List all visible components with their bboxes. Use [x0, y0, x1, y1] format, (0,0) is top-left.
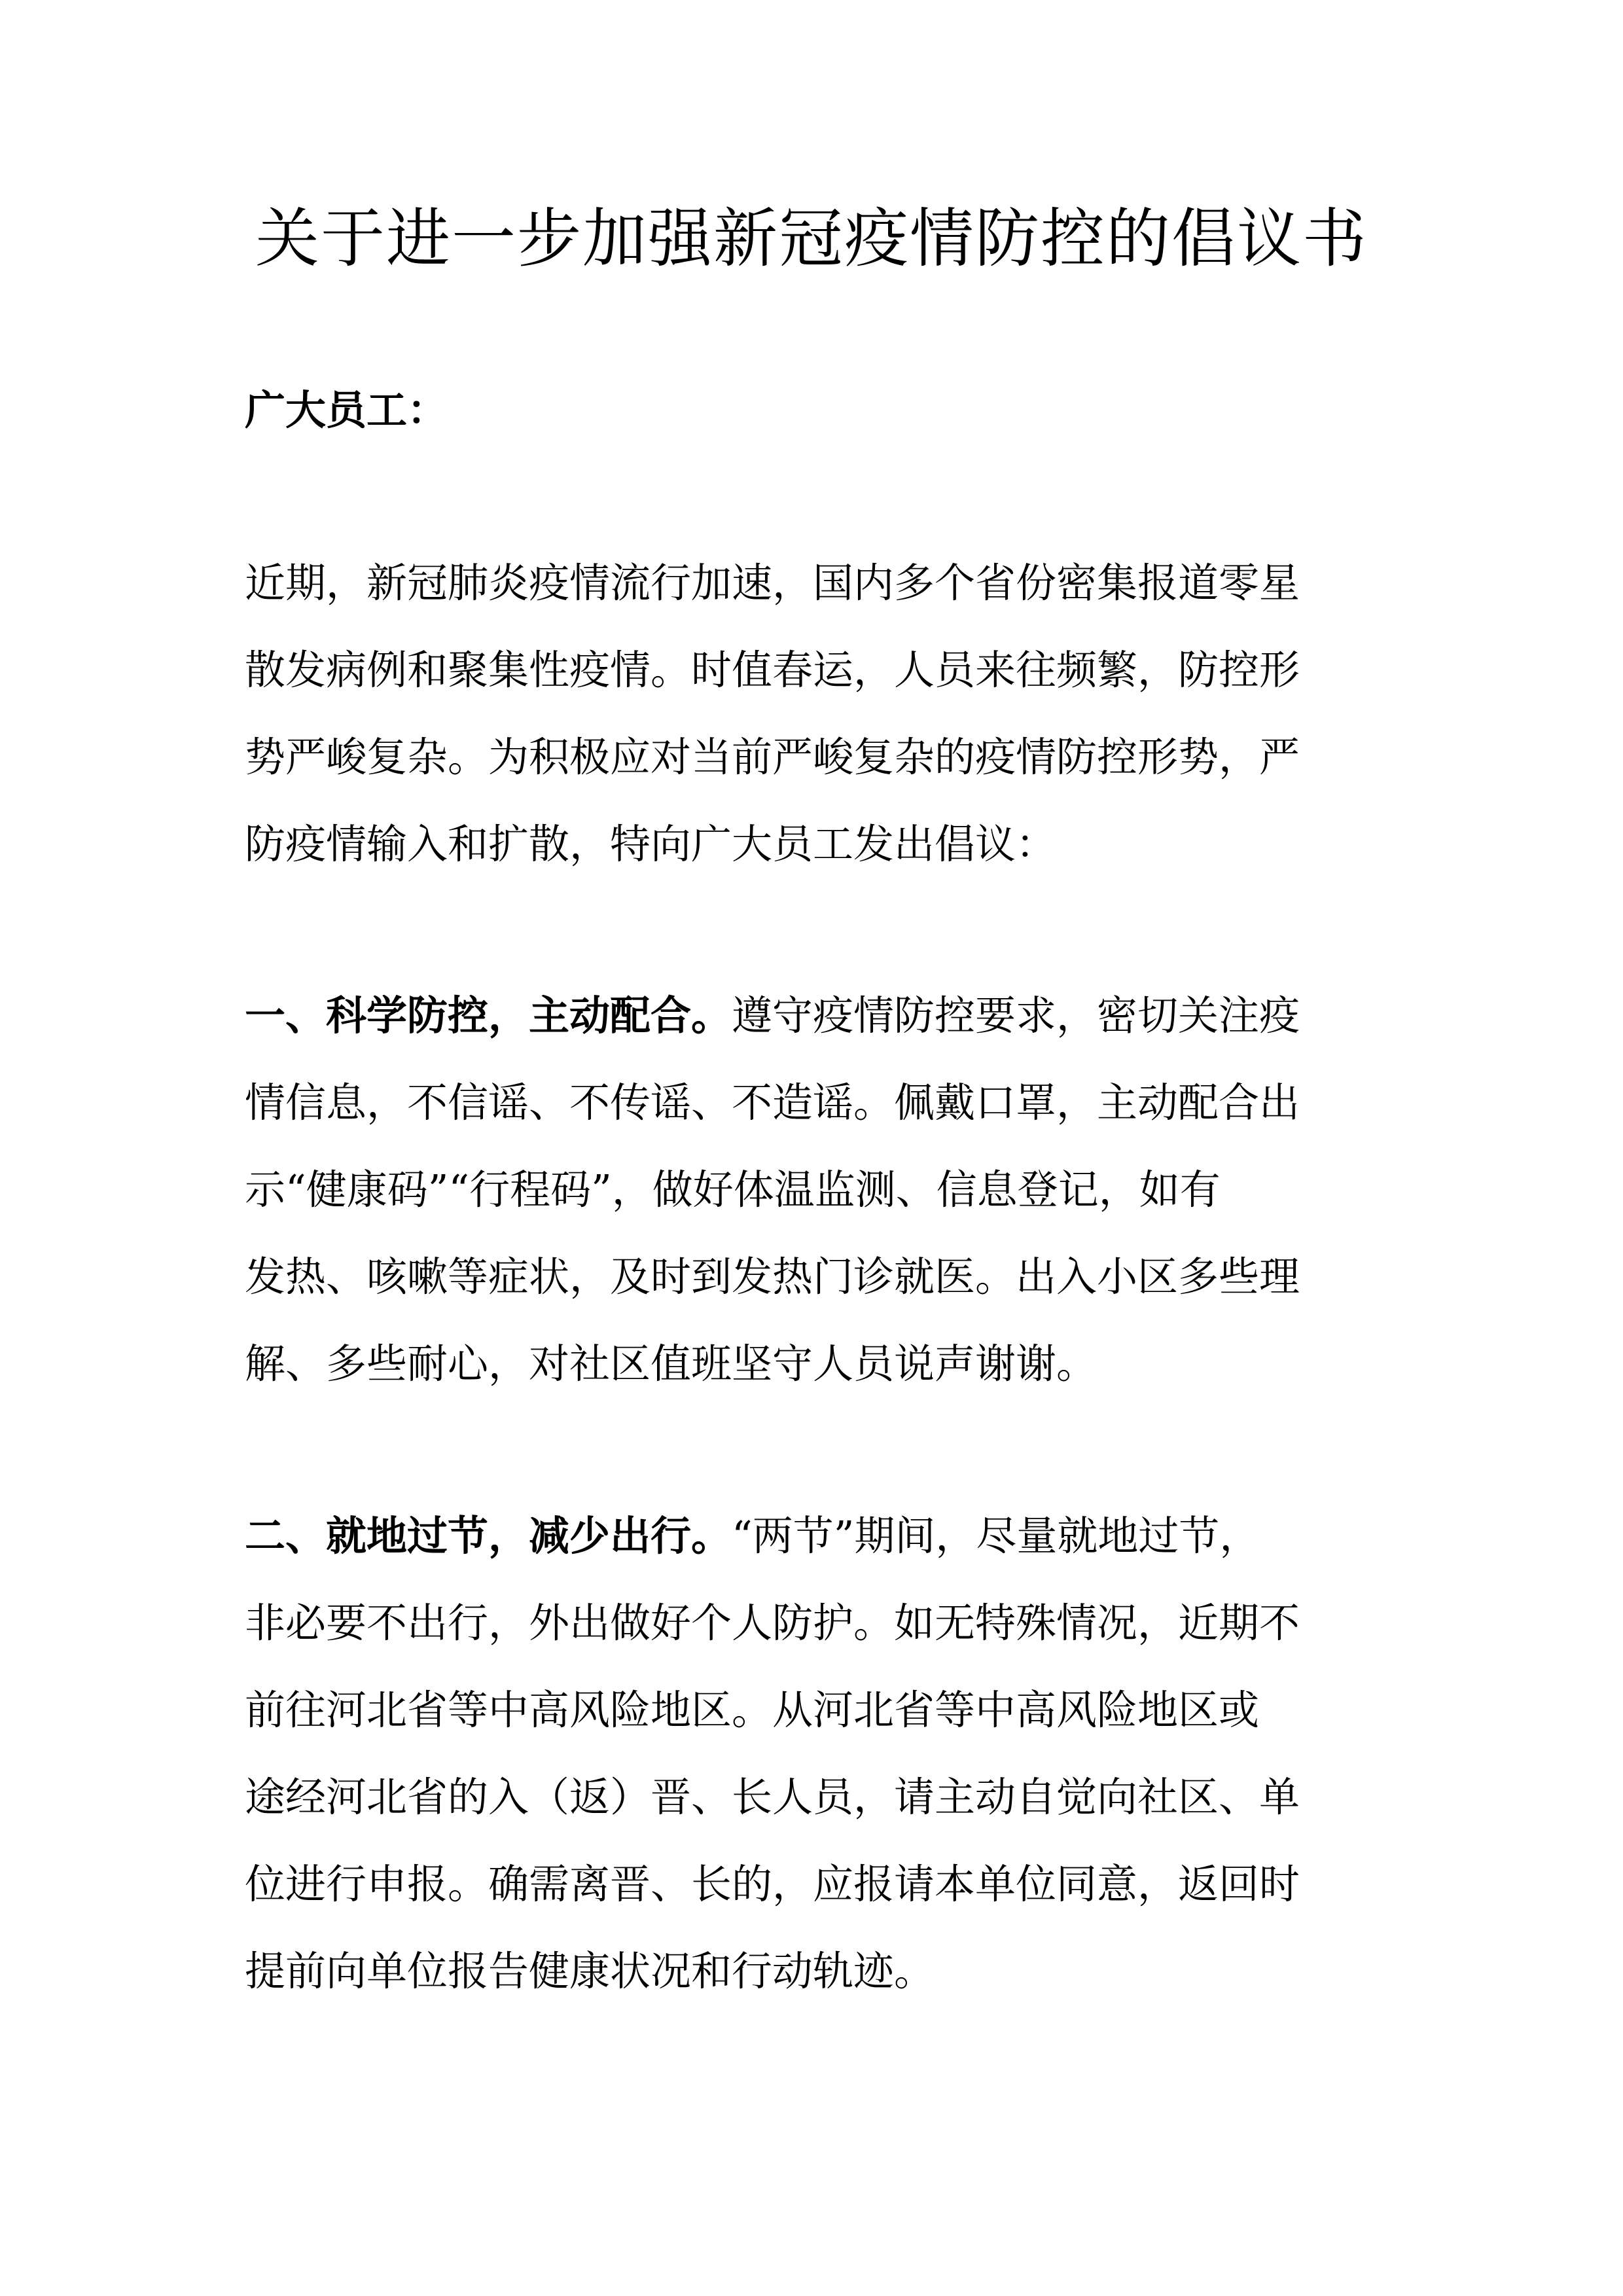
paragraph-intro — [245, 539, 1397, 888]
paragraph-first-line — [245, 972, 1397, 1059]
section-heading: 一、科学防控，主动配合。 — [245, 992, 732, 1039]
section-heading: 二、就地过节，减少出行。 — [245, 1512, 732, 1560]
paragraph-line: 非必要不出行，外出做好个人防护。如无特殊情况，近期不 — [245, 1599, 1300, 1647]
paragraph-line: 近期，新冠肺炎疫情流行加速，国内多个省份密集报道零星 — [245, 559, 1300, 607]
paragraph-line: 势严峻复杂。为积极应对当前严峻复杂的疫情防控形势，严 — [245, 733, 1300, 781]
paragraph-line: 示“健康码”“行程码”，做好体温监测、信息登记，如有 — [245, 1166, 1221, 1213]
paragraph-first-line — [245, 1492, 1397, 1579]
document-title: 关于进一步加强新冠疫情防控的倡议书 — [255, 202, 1368, 276]
paragraph-line: 位进行申报。确需离晋、长的，应报请本单位同意，返回时 — [245, 1860, 1300, 1908]
paragraph-line: 情信息，不信谣、不传谣、不造谣。佩戴口罩，主动配合出 — [245, 1079, 1300, 1126]
paragraph-line: 发热、咳嗽等症状，及时到发热门诊就医。出入小区多些理 — [245, 1253, 1300, 1300]
paragraph-line: 散发病例和聚集性疫情。时值春运，人员来往频繁，防控形 — [245, 646, 1300, 694]
paragraph-section-1 — [245, 972, 1397, 1407]
paragraph-line: 解、多些耐心，对社区值班坚守人员说声谢谢。 — [245, 1340, 1097, 1388]
paragraph-line: 途经河北省的入（返）晋、长人员，请主动自觉向社区、单 — [245, 1773, 1300, 1821]
paragraph-text: 遵守疫情防控要求，密切关注疫 — [732, 992, 1300, 1039]
paragraph-text: “两节”期间，尽量就地过节， — [732, 1512, 1260, 1560]
paragraph-line: 前往河北省等中高风险地区。从河北省等中高风险地区或 — [245, 1686, 1260, 1734]
paragraph-line: 防疫情输入和扩散，特向广大员工发出倡议： — [245, 820, 1057, 868]
paragraph-section-2 — [245, 1492, 1397, 2015]
paragraph-line: 提前向单位报告健康状况和行动轨迹。 — [245, 1947, 935, 1995]
salutation: 广大员工： — [245, 386, 448, 434]
